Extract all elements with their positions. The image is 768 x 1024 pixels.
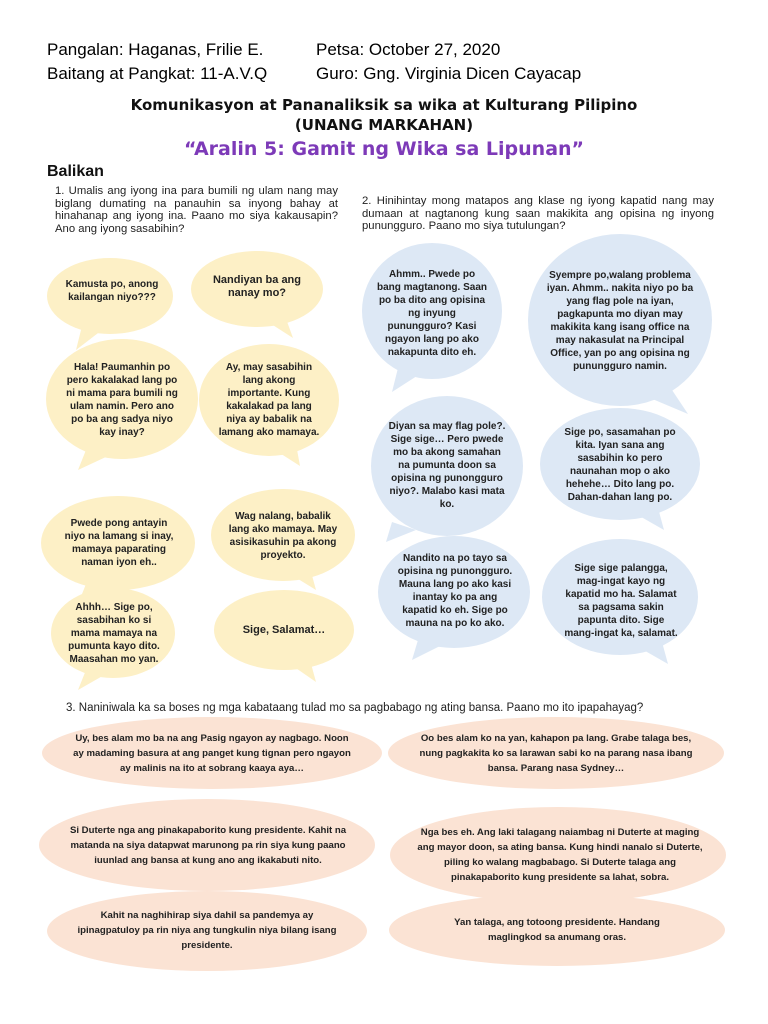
question-1: 1. Umalis ang iyong ina para bumili ng ulam nang may biglang dumating na panauhin sa inyong bahay at hinahanap ang iyong ina. Paano mo siya kakausapin? Ano ang iyong sasabihin? [55, 185, 338, 235]
speech-bubble-text: Sige sige palangga, mag-ingat kayo ng kapatid mo ha. Salamat sa pagsama sakin papunta dito. Sige mang-ingat ka, salamat. [564, 563, 678, 639]
student-name: Pangalan: Haganas, Frilie E. [47, 40, 264, 59]
speech-bubble-text: Kamusta po, anong kailangan niyo??? [65, 279, 159, 303]
speech-bubble-text: Sige po, sasamahan po kita. Iyan sana ang sasabihin ko pero naunahan mop o ako hehehe… Dito lang po. Dahan-dahan lang po. [564, 427, 676, 503]
speech-bubble-text: Wag nalang, babalik lang ako mamaya. May asisikasuhin pa akong proyekto. [228, 511, 338, 561]
speech-bubble-text: Ahmm.. Pwede po bang magtanong. Saan po ba dito ang opisina ng inyung punungguro? Kasi ngayon lang po ako nakapunta dito eh. [376, 268, 487, 358]
speech-bubble-text: Kahit na naghihirap siya dahil sa pandemya ay ipinagpatuloy pa rin niya ang tungkulin niya bilang isang presidente. [77, 909, 337, 951]
speech-bubble-text: Sige, Salamat… [242, 623, 326, 636]
speech-bubble-text: Diyan sa may flag pole?. Sige sige… Pero pwede mo ba akong samahan na pumunta doon sa opisina ng punongguro niyo?. Malabo kasi mata ko. [388, 420, 506, 510]
question-2: 2. Hinihintay mong matapos ang klase ng iyong kapatid nang may dumaan at nagtanong kung saan makikita ang opisina ng inyong punungguro. Paano mo siya tutulungan? [362, 195, 714, 232]
speech-bubble-text: Pwede pong antayin niyo na lamang si inay, mamaya paparating naman iyon eh.. [64, 518, 174, 568]
speech-bubble-text: Ay, may sasabihin lang akong importante. Kung kakalakad pa lang niya ay babalik na lamang ako mamaya. [218, 362, 320, 438]
speech-bubble-text: Nga bes eh. Ang laki talagang naiambag ni Duterte at maging ang mayor doon, sa ating bansa. Kung hindi nanalo si Duterte, piling ko walang magbabago. Si Duterte talaga ang pinakapaborito kung presidente sa lahat, sobra. [417, 827, 703, 883]
teacher: Guro: Gng. Virginia Dicen Cayacap [316, 64, 582, 83]
speech-bubble-text: Yan talaga, ang totoong presidente. Handang maglingkod sa anumang oras. [454, 917, 660, 943]
speech-bubble-text: Nandiyan ba ang nanay mo? [212, 274, 302, 299]
speech-bubble-text: Nandito na po tayo sa opisina ng punongguro. Mauna lang po ako kasi inantay ko pa ang kapatid ko eh. Sige po mauna na po ko ako. [397, 553, 513, 629]
speech-bubble-text: Ahhh… Sige po, sasabihan ko si mama mamaya na pumunta kayo dito. Maasahan mo yan. [68, 601, 160, 665]
speech-bubble-text: Hala! Paumanhin po pero kakalakad lang po ni mama para bumili ng ulam namin. Pero ano po ba ang sadya niyo kay inay? [66, 362, 178, 438]
quarter-title: (UNANG MARKAHAN) [294, 116, 474, 134]
speech-bubble-text: Si Duterte nga ang pinakapaborito kung presidente. Kahit na matanda na siya datapwat marunong pa rin siya kung paano iuunlad ang bansa at kung ano ang ikakabuti nito. [69, 824, 347, 866]
date: Petsa: October 27, 2020 [316, 40, 501, 59]
course-title: Komunikasyon at Pananaliksik sa wika at Kulturang Pilipino [130, 96, 638, 114]
speech-bubble-text: Uy, bes alam mo ba na ang Pasig ngayon ay nagbago. Noon ay madaming basura at ang panget kung tignan pero ngayon ay malinis na ito at sobrang kaaya aya… [73, 732, 351, 774]
speech-bubble-text: Oo bes alam ko na yan, kahapon pa lang. Grabe talaga bes, nung pagkakita ko sa larawan sabi ko na parang nasa ibang bansa. Parang nasa Sydney… [419, 732, 693, 774]
lesson-title: “Aralin 5: Gamit ng Wika sa Lipunan” [183, 138, 585, 160]
grade-section: Baitang at Pangkat: 11-A.V.Q [47, 64, 268, 83]
section-title: Balikan [47, 163, 104, 180]
question-3: 3. Naniniwala ka sa boses ng mga kabataang tulad mo sa pagbabago ng ating bansa. Paano mo ito ipapahayag? [66, 702, 644, 714]
speech-bubble-text: Syempre po,walang problema iyan. Ahmm.. nakita niyo po ba yang flag pole na iyan, pagkapunta mo diyan may makikita kang isang office na may nakasulat na Principal Office, yan po ang opisina ng punungguro namin. [546, 270, 694, 372]
